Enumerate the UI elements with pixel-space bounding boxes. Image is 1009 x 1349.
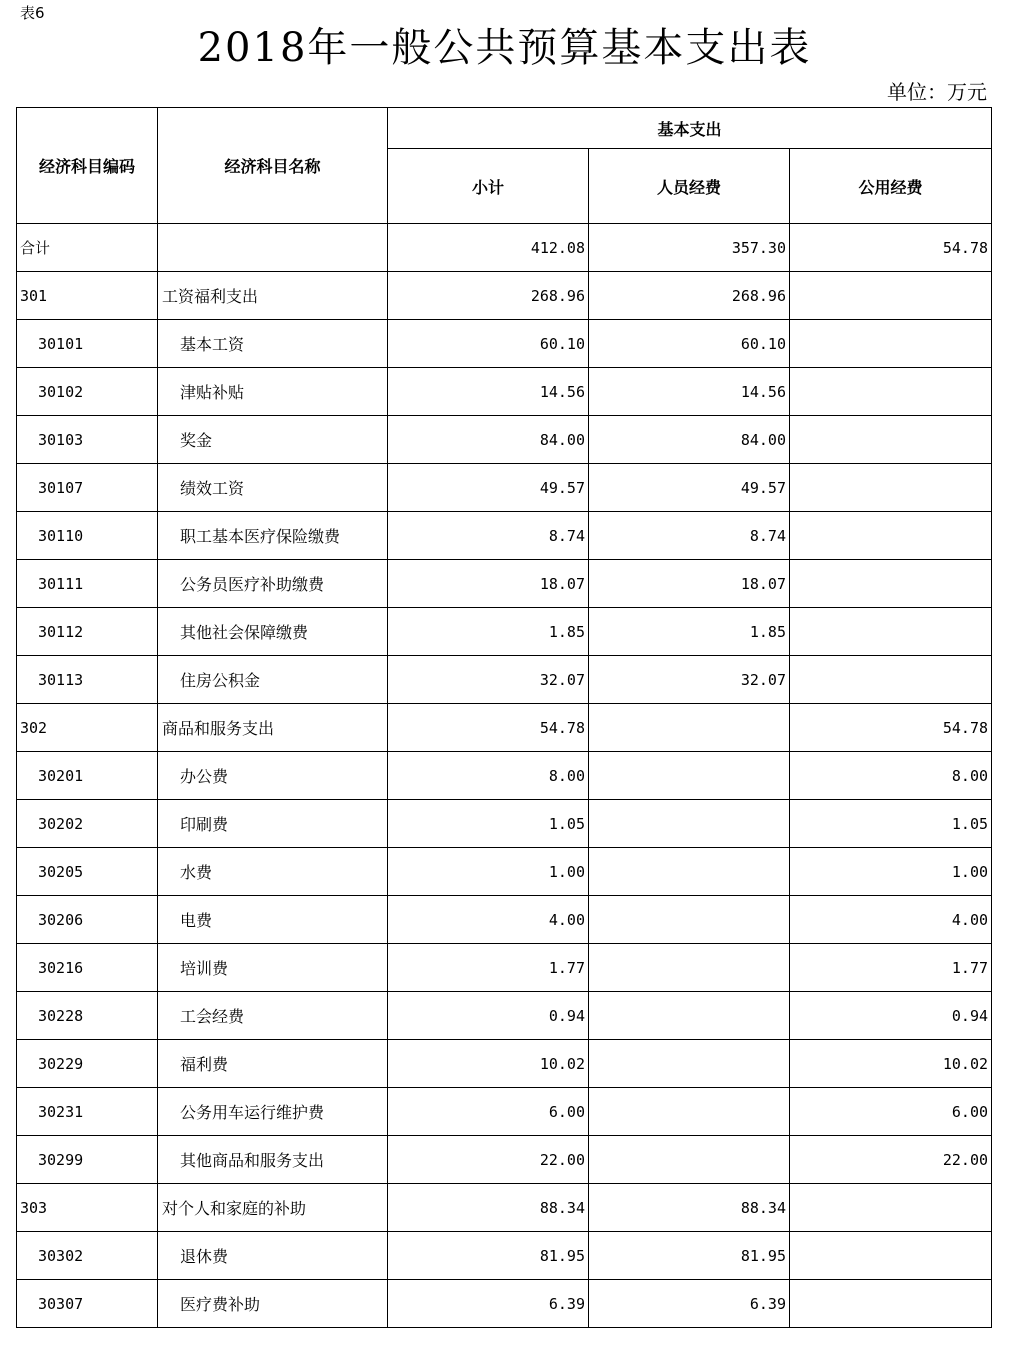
table-row	[17, 1184, 992, 1232]
row-subtotal: 1.85	[388, 608, 589, 656]
row-name: 印刷费	[158, 800, 388, 848]
row-code: 30206	[17, 896, 158, 944]
row-subtotal: 81.95	[388, 1232, 589, 1280]
row-name: 基本工资	[158, 320, 388, 368]
header-basic: 基本支出	[388, 108, 992, 149]
table-row	[17, 800, 992, 848]
header-row-1	[17, 108, 992, 149]
table-row	[17, 944, 992, 992]
row-personnel	[589, 848, 790, 896]
row-code: 30111	[17, 560, 158, 608]
row-subtotal: 268.96	[388, 272, 589, 320]
row-name: 医疗费补助	[158, 1280, 388, 1328]
row-subtotal: 14.56	[388, 368, 589, 416]
row-subtotal: 60.10	[388, 320, 589, 368]
row-code: 30302	[17, 1232, 158, 1280]
table-label: 表6	[20, 4, 45, 22]
row-personnel: 81.95	[589, 1232, 790, 1280]
row-personnel: 60.10	[589, 320, 790, 368]
row-personnel: 18.07	[589, 560, 790, 608]
row-code: 30205	[17, 848, 158, 896]
row-public	[790, 1280, 992, 1328]
row-subtotal: 54.78	[388, 704, 589, 752]
row-personnel	[589, 704, 790, 752]
table-row	[17, 320, 992, 368]
table-row	[17, 992, 992, 1040]
row-public	[790, 656, 992, 704]
row-code: 30229	[17, 1040, 158, 1088]
row-subtotal: 84.00	[388, 416, 589, 464]
row-name: 培训费	[158, 944, 388, 992]
row-public: 1.05	[790, 800, 992, 848]
header-name: 经济科目名称	[158, 108, 388, 224]
row-name	[158, 224, 388, 272]
row-code: 302	[17, 704, 158, 752]
row-name: 公务员医疗补助缴费	[158, 560, 388, 608]
table-row	[17, 608, 992, 656]
row-name: 退休费	[158, 1232, 388, 1280]
row-name: 津贴补贴	[158, 368, 388, 416]
row-public: 4.00	[790, 896, 992, 944]
row-code: 30110	[17, 512, 158, 560]
row-personnel	[589, 1088, 790, 1136]
row-public	[790, 272, 992, 320]
row-personnel: 14.56	[589, 368, 790, 416]
row-subtotal: 22.00	[388, 1136, 589, 1184]
table-row	[17, 1136, 992, 1184]
row-personnel: 88.34	[589, 1184, 790, 1232]
row-subtotal: 412.08	[388, 224, 589, 272]
row-subtotal: 8.74	[388, 512, 589, 560]
table-row	[17, 896, 992, 944]
row-code: 30299	[17, 1136, 158, 1184]
row-public: 1.00	[790, 848, 992, 896]
header-code: 经济科目编码	[17, 108, 158, 224]
row-code: 30113	[17, 656, 158, 704]
table-row	[17, 1280, 992, 1328]
row-code: 30228	[17, 992, 158, 1040]
row-code: 30201	[17, 752, 158, 800]
row-personnel	[589, 1136, 790, 1184]
page-title: 2018年一般公共预算基本支出表	[197, 25, 812, 71]
table-row	[17, 752, 992, 800]
row-subtotal: 6.00	[388, 1088, 589, 1136]
budget-table	[16, 107, 992, 1328]
table-body	[17, 224, 992, 1328]
row-subtotal: 8.00	[388, 752, 589, 800]
row-subtotal: 1.05	[388, 800, 589, 848]
row-public: 0.94	[790, 992, 992, 1040]
header-public: 公用经费	[790, 149, 992, 224]
row-subtotal: 10.02	[388, 1040, 589, 1088]
row-code: 30202	[17, 800, 158, 848]
row-subtotal: 1.00	[388, 848, 589, 896]
row-public: 54.78	[790, 704, 992, 752]
row-code: 301	[17, 272, 158, 320]
row-code: 30103	[17, 416, 158, 464]
table-row	[17, 1088, 992, 1136]
table-row	[17, 1232, 992, 1280]
row-code: 30231	[17, 1088, 158, 1136]
row-name: 公务用车运行维护费	[158, 1088, 388, 1136]
row-code: 30307	[17, 1280, 158, 1328]
row-name: 工资福利支出	[158, 272, 388, 320]
row-name: 水费	[158, 848, 388, 896]
row-personnel	[589, 752, 790, 800]
row-subtotal: 88.34	[388, 1184, 589, 1232]
row-code: 30112	[17, 608, 158, 656]
row-code: 30102	[17, 368, 158, 416]
row-code: 30107	[17, 464, 158, 512]
row-name: 对个人和家庭的补助	[158, 1184, 388, 1232]
row-name: 住房公积金	[158, 656, 388, 704]
row-personnel: 6.39	[589, 1280, 790, 1328]
unit-label: 单位：万元	[887, 80, 987, 104]
row-name: 其他社会保障缴费	[158, 608, 388, 656]
row-public	[790, 560, 992, 608]
row-subtotal: 32.07	[388, 656, 589, 704]
row-name: 电费	[158, 896, 388, 944]
row-public	[790, 320, 992, 368]
row-public: 10.02	[790, 1040, 992, 1088]
table-row	[17, 368, 992, 416]
row-name: 职工基本医疗保险缴费	[158, 512, 388, 560]
row-subtotal: 0.94	[388, 992, 589, 1040]
row-code: 合计	[17, 224, 158, 272]
table-row	[17, 560, 992, 608]
row-subtotal: 4.00	[388, 896, 589, 944]
table-row	[17, 224, 992, 272]
row-name: 福利费	[158, 1040, 388, 1088]
row-public	[790, 512, 992, 560]
row-public: 1.77	[790, 944, 992, 992]
row-public	[790, 464, 992, 512]
row-personnel	[589, 944, 790, 992]
table-row	[17, 512, 992, 560]
row-personnel: 84.00	[589, 416, 790, 464]
row-name: 其他商品和服务支出	[158, 1136, 388, 1184]
row-name: 绩效工资	[158, 464, 388, 512]
row-public: 6.00	[790, 1088, 992, 1136]
row-personnel: 268.96	[589, 272, 790, 320]
row-subtotal: 18.07	[388, 560, 589, 608]
row-personnel	[589, 1040, 790, 1088]
table-row	[17, 656, 992, 704]
row-name: 办公费	[158, 752, 388, 800]
row-name: 工会经费	[158, 992, 388, 1040]
row-personnel: 357.30	[589, 224, 790, 272]
row-public: 8.00	[790, 752, 992, 800]
row-subtotal: 1.77	[388, 944, 589, 992]
header-personnel: 人员经费	[589, 149, 790, 224]
row-subtotal: 6.39	[388, 1280, 589, 1328]
table-row	[17, 704, 992, 752]
row-public	[790, 1232, 992, 1280]
table-row	[17, 1040, 992, 1088]
table-row	[17, 464, 992, 512]
row-code: 30216	[17, 944, 158, 992]
row-public: 54.78	[790, 224, 992, 272]
row-name: 商品和服务支出	[158, 704, 388, 752]
row-public	[790, 368, 992, 416]
table-row	[17, 272, 992, 320]
row-personnel	[589, 896, 790, 944]
row-personnel	[589, 800, 790, 848]
row-personnel: 1.85	[589, 608, 790, 656]
row-public	[790, 1184, 992, 1232]
row-personnel: 8.74	[589, 512, 790, 560]
row-public: 22.00	[790, 1136, 992, 1184]
row-code: 30101	[17, 320, 158, 368]
row-personnel	[589, 992, 790, 1040]
row-code: 303	[17, 1184, 158, 1232]
row-subtotal: 49.57	[388, 464, 589, 512]
table-row	[17, 848, 992, 896]
row-personnel: 32.07	[589, 656, 790, 704]
row-personnel: 49.57	[589, 464, 790, 512]
row-public	[790, 416, 992, 464]
header-subtotal: 小计	[388, 149, 589, 224]
row-name: 奖金	[158, 416, 388, 464]
row-public	[790, 608, 992, 656]
table-row	[17, 416, 992, 464]
